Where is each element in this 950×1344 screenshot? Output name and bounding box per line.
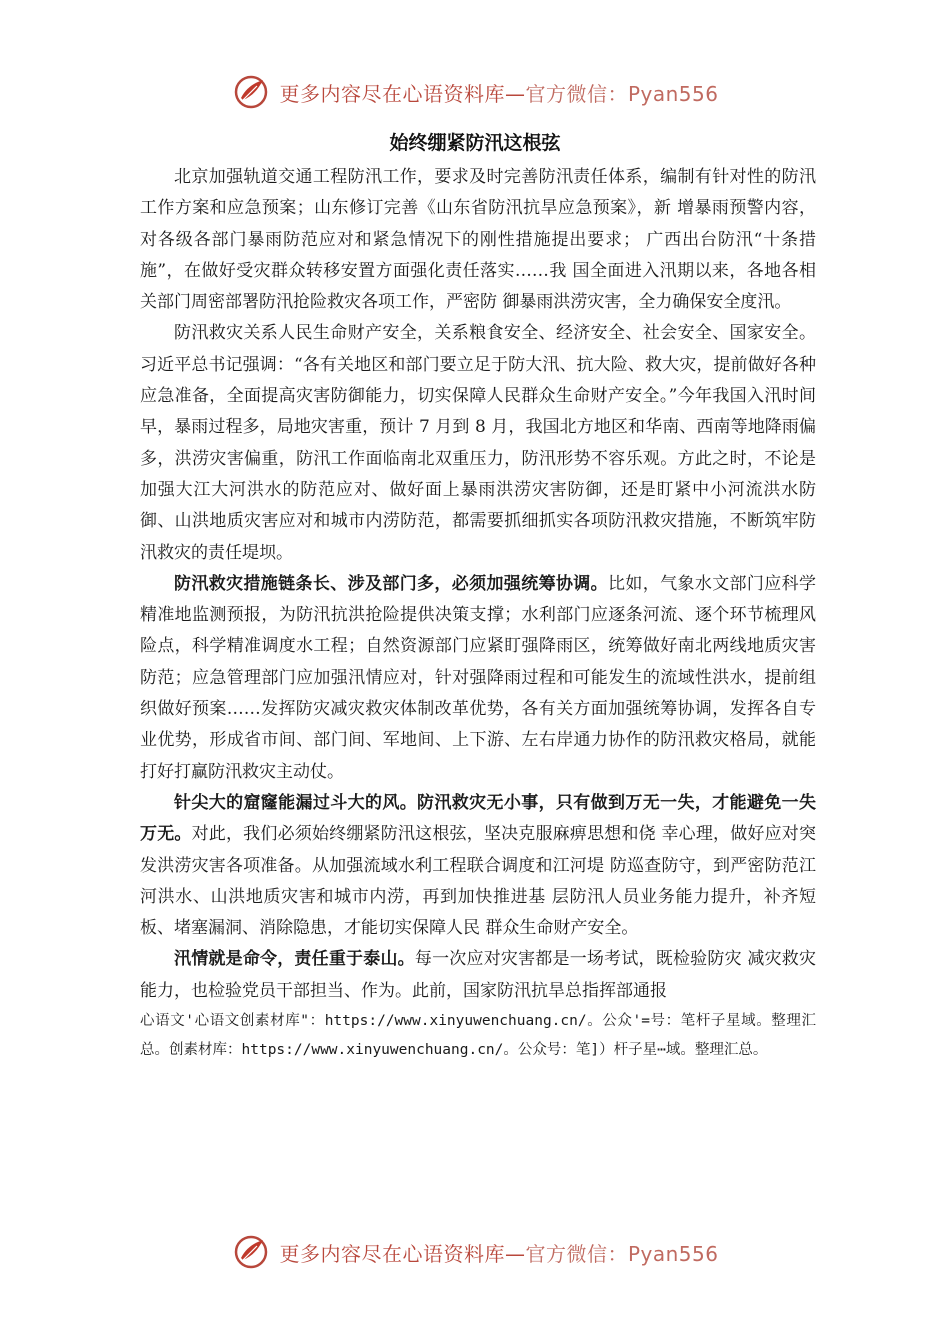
paragraph: 防汛救灾关系人民生命财产安全，关系粮食安全、经济安全、社会安全、国家安全。习近平总书记强调：“各有关地区和部门要立足于防大汛、抗大险、救大灾，提前做好各种应急准备，全面提高灾害防御能力，切实保障人民群众生命财产安全。”今年我国入汛时间早，暴雨过程多，局地灾害重，预计 7 月到 8 月，我国北方地区和华南、西南等地降雨偏多，洪涝灾害偏重，防汛工作面临南北双重压力，防汛形势不容乐观。方此之时，不论是加强大江大河洪水的防范应对、做好面上暴雨洪涝灾害防御，还是盯紧中小河流洪水防御、山洪地质灾害应对和城市内涝防范，都需要抓细抓实各项防汛救灾措施，不断筑牢防汛救灾的责任堤坝。: [140, 323, 816, 563]
leaf-logo-icon: [231, 72, 271, 112]
banner-text: 更多内容尽在心语资料库—官方微信：Pyan556: [279, 81, 719, 106]
banner-text: 更多内容尽在心语资料库—官方微信：Pyan556: [279, 1241, 719, 1266]
wechat-label: 官方微信：Pyan556: [525, 81, 719, 106]
paragraph: 针尖大的窟窿能漏过斗大的风。防汛救灾无小事，只有做到万无一失，才能避免一失万无。对此，我们必须始终绷紧防汛这根弦，坚决克服麻痹思想和侥 幸心理，做好应对突发洪涝灾害各项准备。从加强流域水利工程联合调度和江河堤 防巡查防守，到严密防范江河洪水、山洪地质灾害和城市内涝，再到加快推进基 层防汛人员业务能力提升，补齐短板、堵塞漏洞、消除隐患，才能切实保障人民 群众生命财产安全。: [140, 792, 817, 939]
leaf-logo-icon: [231, 1232, 271, 1272]
watermark-text: 心语文'心语文创素材库"：https://www.xinyuwenchuang.cn/。公众'=号：笔杆子星域。整理汇总。创素材库：https://www.xinyuwenchuang.cn/。公众号：笔]）杆子星⋯域。整理汇总。: [140, 1013, 816, 1059]
paragraph: 北京加强轨道交通工程防汛工作，要求及时完善防汛责任体系，编制有针对性的防汛工作方案和应急预案；山东修订完善《山东省防汛抗旱应急预案》，新 增暴雨预警内容，对各级各部门暴雨防范应对和紧急情况下的刚性措施提出要求； 广西出台防汛“十条措施”，在做好受灾群众转移安置方面强化责任落实……我 国全面进入汛期以来，各地各相关部门周密部署防汛抢险救灾各项工作，严密防 御暴雨洪涝灾害，全力确保安全度汛。: [140, 167, 816, 313]
article-body: [140, 162, 816, 1065]
header-banner: [0, 70, 950, 114]
paragraph: 防汛救灾措施链条长、涉及部门多，必须加强统筹协调。比如，气象水文部门应科学精准地监测预报，为防汛抗洪抢险提供决策支撑；水利部门应逐条河流、逐个环节梳理风险点，科学精准调度水工程；自然资源部门应紧盯强降雨区，统筹做好南北两线地质灾害防范；应急管理部门应加强汛情应对，针对强降雨过程和可能发生的流域性洪水，提前组织做好预案……发挥防灾减灾救灾体制改革优势，各有关方面加强统筹协调，发挥各自专业优势，形成省市间、部门间、军地间、上下游、左右岸通力协作的防汛救灾格局，就能打好打赢防汛救灾主动仗。: [140, 573, 817, 782]
wechat-label: 官方微信：Pyan556: [525, 1241, 719, 1266]
footer-banner: [0, 1230, 950, 1274]
paragraph: 汛情就是命令，责任重于泰山。每一次应对灾害都是一场考试，既检验防灾 减灾救灾能力，也检验党员干部担当、作为。此前，国家防汛抗旱总指挥部通报: [140, 949, 816, 1001]
document-title: 始终绷紧防汛这根弦: [389, 132, 561, 154]
